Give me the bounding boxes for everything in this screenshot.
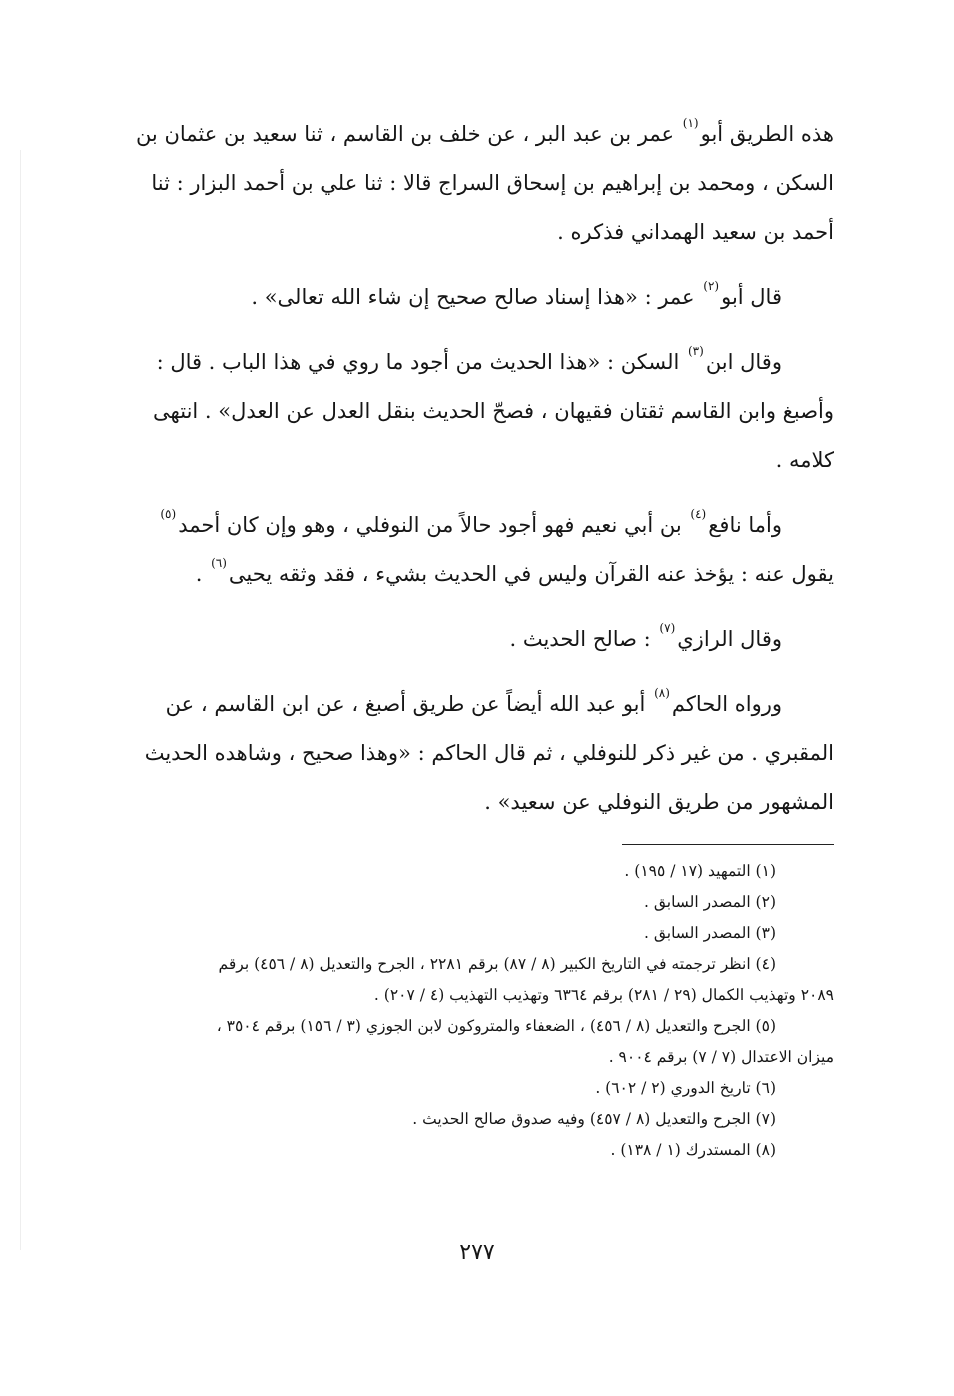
footnote-ref[interactable]: (٢)	[703, 279, 720, 293]
text-line: يقول عنه : يؤخذ عنه القرآن وليس في الحديث بشيء ، فقد وثقه يحيى$^{(٦)}$ .	[195, 556, 834, 586]
footnote-ref[interactable]: (٥)	[160, 507, 177, 521]
text-line: أحمد بن سعيد الهمداني فذكره .	[557, 220, 834, 244]
main-text	[120, 110, 834, 827]
paragraph-2	[120, 273, 834, 322]
footnote: (٥) الجرح والتعديل (٨ / ٤٥٦) ، الضعفاء والمتروكون لابن الجوزي (٣ / ١٥٦) برقم ٣٥٠٤ ،	[216, 1017, 776, 1035]
text-line: قال أبو$^{(٢)}$ عمر : «هذا إسناد صالح صحيح إن شاء الله تعالى» .	[251, 279, 782, 309]
text-line: المقبري . من غير ذكر للنوفلي ، ثم قال الحاكم : «وهذا صحيح ، وشاهده الحديث	[144, 741, 834, 765]
text-line: وأما نافع$^{(٤)}$ بن أبي نعيم فهو أجود حالاً من النوفلي ، وهو وإن كان أحمد$^{(٥)}$	[160, 507, 782, 537]
footnote: (٦) تاريخ الدوري (٢ / ٦٠٢) .	[595, 1079, 776, 1097]
footnote-ref[interactable]: (٧)	[659, 621, 676, 635]
footnote: (٧) الجرح والتعديل (٨ / ٤٥٧) وفيه صدوق صالح الحديث .	[412, 1110, 776, 1128]
scan-edge-line	[20, 150, 21, 1250]
footnote: (١) التمهيد (١٧ / ١٩٥) .	[624, 862, 776, 880]
text-line: وقال ابن$^{(٣)}$ السكن : «هذا الحديث من أجود ما روي في هذا الباب . قال :	[156, 344, 782, 374]
footnote-continuation: ٢٠٨٩ وتهذيب الكمال (٢٩ / ٢٨١) برقم ٦٣٦٤ وتهذيب التهذيب (٤ / ٢٠٧) .	[373, 986, 834, 1004]
footnote-continuation: ميزان الاعتدال (٧ / ٧) برقم ٩٠٠٤ .	[608, 1048, 834, 1066]
footnote: (٨) المستدرك (١ / ١٣٨) .	[610, 1141, 776, 1159]
text-line: المشهور من طريق النوفلي عن سعيد» .	[484, 790, 834, 814]
footnote: (٢) المصدر السابق .	[643, 893, 776, 911]
footnote-ref[interactable]: (٣)	[687, 344, 704, 358]
paragraph-1	[120, 110, 834, 257]
footnote-divider	[622, 844, 834, 845]
footnote: (٣) المصدر السابق .	[643, 924, 776, 942]
footnotes	[120, 856, 834, 1166]
paragraph-6	[120, 680, 834, 827]
text-line: وأصبغ وابن القاسم ثقتان فقيهان ، فصحّ الحديث بنقل العدل عن العدل» . انتهى	[153, 399, 834, 423]
text-line: السكن ، ومحمد بن إبراهيم بن إسحاق السراج قالا : ثنا علي بن أحمد البزار : ثنا	[151, 171, 834, 195]
text-line: وقال الرازي$^{(٧)}$ : صالح الحديث .	[509, 621, 782, 651]
footnote-ref[interactable]: (٦)	[211, 556, 227, 570]
page-number: ٢٧٧	[459, 1240, 495, 1265]
paragraph-5	[120, 615, 834, 664]
paragraph-3	[120, 338, 834, 485]
text-line: هذه الطريق أبو$^{(١)}$ عمر بن عبد البر ، عن خلف بن القاسم ، ثنا سعيد بن عثمان بن	[135, 116, 834, 146]
footnote-ref[interactable]: (٨)	[654, 686, 670, 700]
footnote: (٤) انظر ترجمته في التاريخ الكبير (٨ / ٨٧) برقم ٢٢٨١ ، الجرح والتعديل (٨ / ٤٥٦) برقم	[218, 955, 776, 973]
text-line: كلامه .	[775, 448, 834, 472]
footnote-ref[interactable]: (١)	[682, 116, 699, 130]
paragraph-4	[120, 501, 834, 599]
text-line: ورواه الحاكم$^{(٨)}$ أبو عبد الله أيضاً عن طريق أصبغ ، عن ابن القاسم ، عن	[165, 686, 782, 716]
footnote-ref[interactable]: (٤)	[690, 507, 707, 521]
